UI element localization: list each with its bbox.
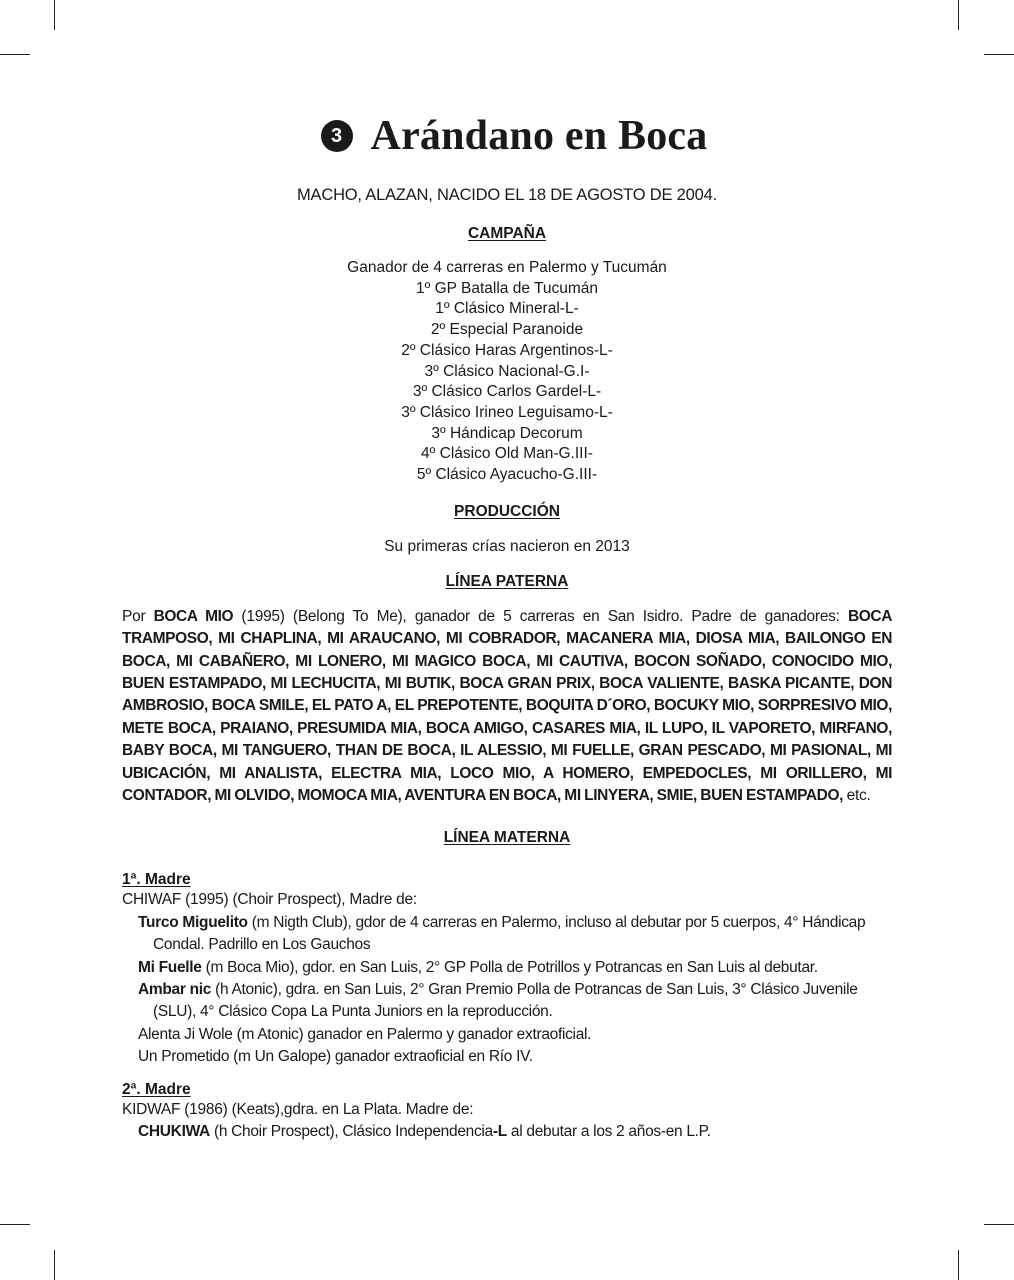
offspring-text: (h Atonic), gdra. en San Luis, 2° Gran Premio Polla de Potrancas de San Luis, 3° Clásico Juvenile (SLU), 4° Clásico Copa La Punta Juniors en la reproducción.: [153, 981, 858, 1021]
campaign-item: 1º Clásico Mineral-L-: [435, 300, 579, 318]
paterna-heading: LÍNEA PATERNA: [445, 572, 569, 590]
crop-mark: [0, 54, 30, 55]
offspring-item: [122, 957, 892, 979]
campaign-item: Ganador de 4 carreras en Palermo y Tucumán: [347, 259, 667, 276]
dam1-label: 1ª. Madre: [122, 871, 191, 889]
paterna-paragraph: [122, 606, 892, 808]
campaign-item: 3º Hándicap Decorum: [431, 424, 583, 442]
title-row: [136, 112, 892, 160]
production-heading: PRODUCCIÓN: [454, 502, 560, 520]
dam2-section: [122, 1081, 892, 1144]
offspring-item: [122, 1046, 892, 1068]
dam2-label: 2ª. Madre: [122, 1080, 191, 1098]
campaign-item: 2º Especial Paranoide: [430, 321, 584, 339]
dam2-line: KIDWAF (1986) (Keats),gdra. en La Plata. Madre de:: [122, 1100, 474, 1118]
sire-name: BOCA MIO: [153, 607, 234, 625]
offspring-item: [122, 912, 892, 957]
crop-mark: [958, 0, 959, 30]
dam1-line: CHIWAF (1995) (Choir Prospect), Madre de:: [122, 891, 417, 909]
horse-description: MACHO, ALAZAN, NACIDO EL 18 DE AGOSTO DE 2004.: [297, 186, 717, 204]
catalog-page: [122, 112, 892, 1143]
paterna-prefix: Por: [122, 607, 154, 625]
offspring-name: CHUKIWA: [138, 1123, 210, 1141]
campaign-item: 3º Clásico Irineo Leguisamo-L-: [401, 403, 613, 421]
lot-number-badge: 3: [321, 120, 353, 152]
campaign-item: 3º Clásico Carlos Gardel-L-: [412, 383, 602, 401]
campaign-item: 3º Clásico Nacional-G.I-: [424, 362, 590, 380]
crop-mark: [0, 1224, 30, 1225]
dam1-section: [122, 871, 892, 1068]
materna-heading: LÍNEA MATERNA: [443, 829, 571, 847]
campaign-item: 1º GP Batalla de Tucumán: [415, 279, 598, 297]
winners-list: BOCA TRAMPOSO, MI CHAPLINA, MI ARAUCANO, MI COBRADOR, MACANERA MIA, DIOSA MIA, BAILONGO EN BOCA, MI CABAÑERO, MI LONERO, MI MAGICO BOCA, MI CAUTIVA, BOCON SOÑADO, CONOCIDO MIO, BUEN ESTAMPADO, MI LECHUCITA, MI BUTIK, BOCA GRAN PRIX, BOCA VALIENTE, BASKA PICANTE, DON AMBROSIO, BOCA SMILE, EL PATO A, EL PREPOTENTE, BOQUITA D´ORO, BOCUKY MIO, SORPRESIVO MIO, METE BOCA, PRAIANO, PRESUMIDA MIA, BOCA AMIGO, CASARES MIA, IL LUPO, IL VAPORETO, MIRFANO, BABY BOCA, MI TANGUERO, THAN DE BOCA, IL ALESSIO, MI FUELLE, GRAN PESCADO, MI PASIONAL, MI UBICACIÓN, MI ANALISTA, ELECTRA MIA, LOCO MIO, A HOMERO, EMPEDOCLES, MI ORILLERO, MI CONTADOR, MI OLVIDO, MOMOCA MIA, AVENTURA EN BOCA, MI LINYERA, SMIE, BUEN ESTAMPADO,: [122, 607, 893, 804]
offspring-item: [122, 1024, 892, 1046]
offspring-grade: -L: [492, 1123, 507, 1141]
campaign-list: [122, 258, 892, 486]
sire-info: (1995) (Belong To Me), ganador de 5 carreras en San Isidro. Padre de ganadores:: [233, 607, 848, 625]
crop-mark: [984, 54, 1014, 55]
horse-name: Arándano en Boca: [370, 113, 708, 159]
crop-mark: [984, 1224, 1014, 1225]
campaign-item: 4º Clásico Old Man-G.III-: [421, 445, 593, 463]
offspring-text: Un Prometido (m Un Galope) ganador extraoficial en Río IV.: [138, 1048, 533, 1066]
offspring-name: Turco Miguelito: [138, 913, 248, 931]
offspring-name: Mi Fuelle: [138, 958, 202, 976]
offspring-name: Ambar nic: [138, 981, 212, 999]
production-text: Su primeras crías nacieron en 2013: [384, 537, 630, 555]
campaign-item: 5º Clásico Ayacucho-G.III-: [416, 466, 598, 484]
offspring-item: [122, 979, 892, 1024]
offspring-text: (m Boca Mio), gdor. en San Luis, 2° GP Polla de Potrillos y Potrancas en San Luis al debutar.: [201, 958, 818, 976]
offspring-item: [122, 1121, 892, 1143]
campaign-heading: CAMPAÑA: [467, 225, 547, 242]
offspring-tail: al debutar a los 2 años-en L.P.: [506, 1123, 711, 1141]
paterna-suffix: etc.: [843, 786, 871, 804]
crop-mark: [958, 1250, 959, 1280]
crop-mark: [54, 0, 55, 30]
offspring-text: (h Choir Prospect), Clásico Independencia: [209, 1123, 493, 1141]
crop-mark: [54, 1250, 55, 1280]
offspring-text: (m Nigth Club), gdor de 4 carreras en Palermo, incluso al debutar por 5 cuerpos, 4° Hándicap Condal. Padrillo en Los Gauchos: [153, 913, 866, 954]
campaign-item: 2º Clásico Haras Argentinos-L-: [401, 341, 613, 359]
offspring-text: Alenta Ji Wole (m Atonic) ganador en Palermo y ganador extraoficial.: [138, 1025, 592, 1043]
